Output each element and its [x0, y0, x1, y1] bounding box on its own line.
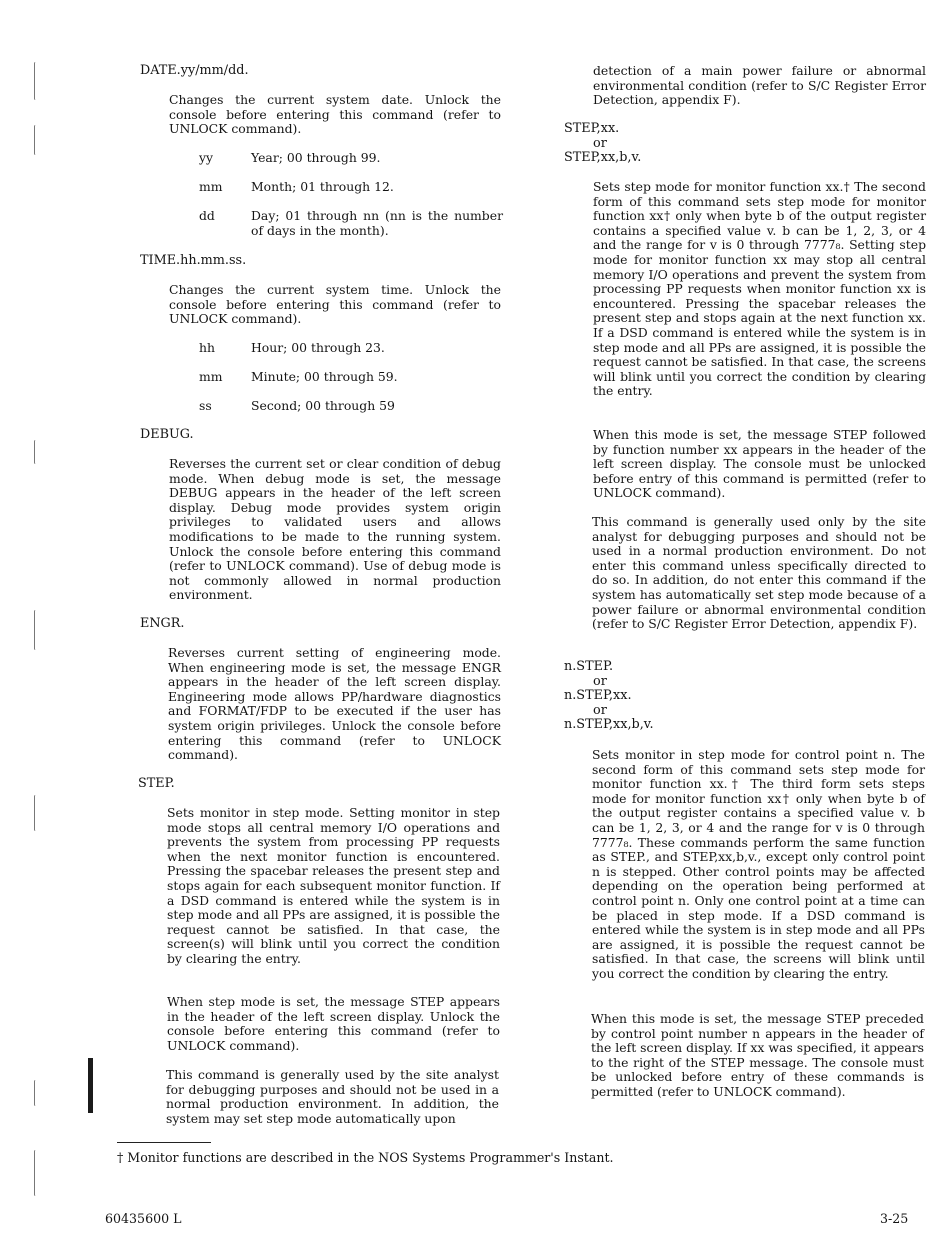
stepxxbv-command-heading: STEP,xx,b,v.	[564, 150, 642, 165]
step-header-message-note: When step mode is set, the message STEP appears in the header of the left screen display. Unlock the console before entering this command (refer to UNLOCK command).	[167, 994, 500, 1053]
step-command-heading: STEP.	[138, 776, 175, 791]
debug-command-heading: DEBUG.	[140, 427, 194, 442]
param-desc: Second; 00 through 59	[251, 398, 395, 413]
nstep-description: Sets monitor in step mode for control point n. The second form of this command sets step mode for monitor function xx.† The third form sets steps mode for monitor function xx† only when byte b of the output register contains a specified value v. b can be 1, 2, 3, or 4 and the range for v is 0 through 7777₈. These commands perform the same function as STEP., and STEP,xx,b,v., except only control point n is stepped. Other control points may be affected depending on the operation being performed at control point n. Only one control point at a time can be placed in step mode. If a DSD command is entered while the system is in step mode and all PPs are assigned, it is possible the request cannot be satisfied. In that case, the screens will blink until you correct the condition by clearing the entry.	[592, 747, 925, 981]
binder-hole-mark	[34, 795, 37, 831]
debug-description: Reverses the current set or clear condition of debug mode. When debug mode is set, the message DEBUG appears in the header of the left screen display. Debug mode provides system origin privileges to validated users and allows modifications to be made to the running system. Unlock the console before entering this command (refer to UNLOCK command). Use of debug mode is not commonly allowed in normal production environment.	[169, 456, 501, 603]
or-separator: or	[593, 703, 607, 718]
param-key: yy	[199, 150, 213, 165]
change-bar	[88, 1058, 93, 1113]
date-command-heading: DATE.yy/mm/dd.	[140, 63, 249, 78]
param-desc: Day; 01 through nn (nn is the number of days in the month).	[251, 208, 503, 238]
footnote-rule	[117, 1142, 211, 1143]
param-desc: Month; 01 through 12.	[251, 179, 394, 194]
param-key: mm	[199, 369, 223, 384]
binder-hole-mark	[34, 610, 37, 650]
nstepxxbv-command-heading: n.STEP,xx,b,v.	[564, 717, 654, 732]
param-desc: Hour; 00 through 23.	[251, 340, 385, 355]
nstep-command-heading: n.STEP.	[564, 659, 614, 674]
time-description: Changes the current system time. Unlock the console before entering this command (refer to UNLOCK command).	[169, 282, 501, 327]
engr-command-heading: ENGR.	[140, 616, 185, 631]
date-description: Changes the current system date. Unlock the console before entering this command (refer to UNLOCK command).	[169, 92, 501, 137]
param-desc: Minute; 00 through 59.	[251, 369, 398, 384]
or-separator: or	[593, 674, 607, 689]
param-key: mm	[199, 179, 223, 194]
page-number: 3-25	[880, 1211, 909, 1226]
param-key: dd	[199, 208, 215, 223]
stepxx-usage-note: This command is generally used only by the site analyst for debugging purposes and should not be used in a normal production environment. Do not enter this command unless specifically directed to do so. In addition, do not enter this command if the system has automatically set step mode because of a power failure or abnormal environmental condition (refer to S/C Register Error Detection, appendix F).	[592, 514, 926, 632]
or-separator: or	[593, 136, 607, 151]
binder-hole-mark	[34, 125, 37, 155]
param-key: hh	[199, 340, 215, 355]
nstep-header-message-note: When this mode is set, the message STEP preceded by control point number n appears in the header of the left screen display. If xx was specified, it appears to the right of the STEP message. The console must be unlocked before entry of these commands is permitted (refer to UNLOCK command).	[591, 1011, 924, 1099]
stepxx-header-message-note: When this mode is set, the message STEP followed by function number xx appears in the header of the left screen display. The console must be unlocked before entry of this command is permitted (refer to UNLOCK command).	[593, 427, 926, 501]
continued-text: detection of a main power failure or abnormal environmental condition (refer to S/C Register Error Detection, appendix F).	[593, 63, 926, 108]
stepxx-description: Sets step mode for monitor function xx.† The second form of this command sets step mode for monitor function xx† only when byte b of the output register contains a specified value v. b can be 1, 2, 3, or 4 and the range for v is 0 through 7777₈. Setting step mode for monitor function xx may stop all central memory I/O operations and prevent the system from processing PP requests when monitor function xx is encountered. Pressing the spacebar releases the present step and stops again at the next function xx. If a DSD command is entered while the system is in step mode and all PPs are assigned, it is possible the request cannot be satisfied. In that case, the screens will blink until you correct the condition by clearing the entry.	[593, 179, 926, 399]
binder-hole-mark	[34, 62, 37, 100]
binder-hole-mark	[34, 1150, 37, 1196]
nstepxx-command-heading: n.STEP,xx.	[564, 688, 632, 703]
document-number: 60435600 L	[105, 1211, 182, 1226]
binder-hole-mark	[34, 1080, 37, 1106]
param-key: ss	[199, 398, 212, 413]
step-description: Sets monitor in step mode. Setting monitor in step mode stops all central memory I/O operations and prevents the system from processing PP requests when the next monitor function is encountered. Pressing the spacebar releases the present step and stops again for each subsequent monitor function. If a DSD command is entered while the system is in step mode and all PPs are assigned, it is possible the request cannot be satisfied. In that case, the screen(s) will blink until you correct the condition by clearing the entry.	[167, 805, 500, 966]
time-command-heading: TIME.hh.mm.ss.	[140, 253, 247, 268]
footnote: † Monitor functions are described in the NOS Systems Programmer's Instant.	[117, 1150, 614, 1165]
stepxx-command-heading: STEP,xx.	[564, 121, 620, 136]
step-usage-note: This command is generally used by the site analyst for debugging purposes and should not be used in a normal production environment. In addition, the system may set step mode automatically upon	[166, 1067, 499, 1126]
binder-hole-mark	[34, 440, 37, 464]
engr-description: Reverses current setting of engineering mode. When engineering mode is set, the message ENGR appears in the header of the left screen display. Engineering mode allows PP/hardware diagnostics and FORMAT/FDP to be executed if the user has system origin privileges. Unlock the console before entering this command (refer to UNLOCK command).	[168, 645, 501, 763]
param-desc: Year; 00 through 99.	[251, 150, 381, 165]
